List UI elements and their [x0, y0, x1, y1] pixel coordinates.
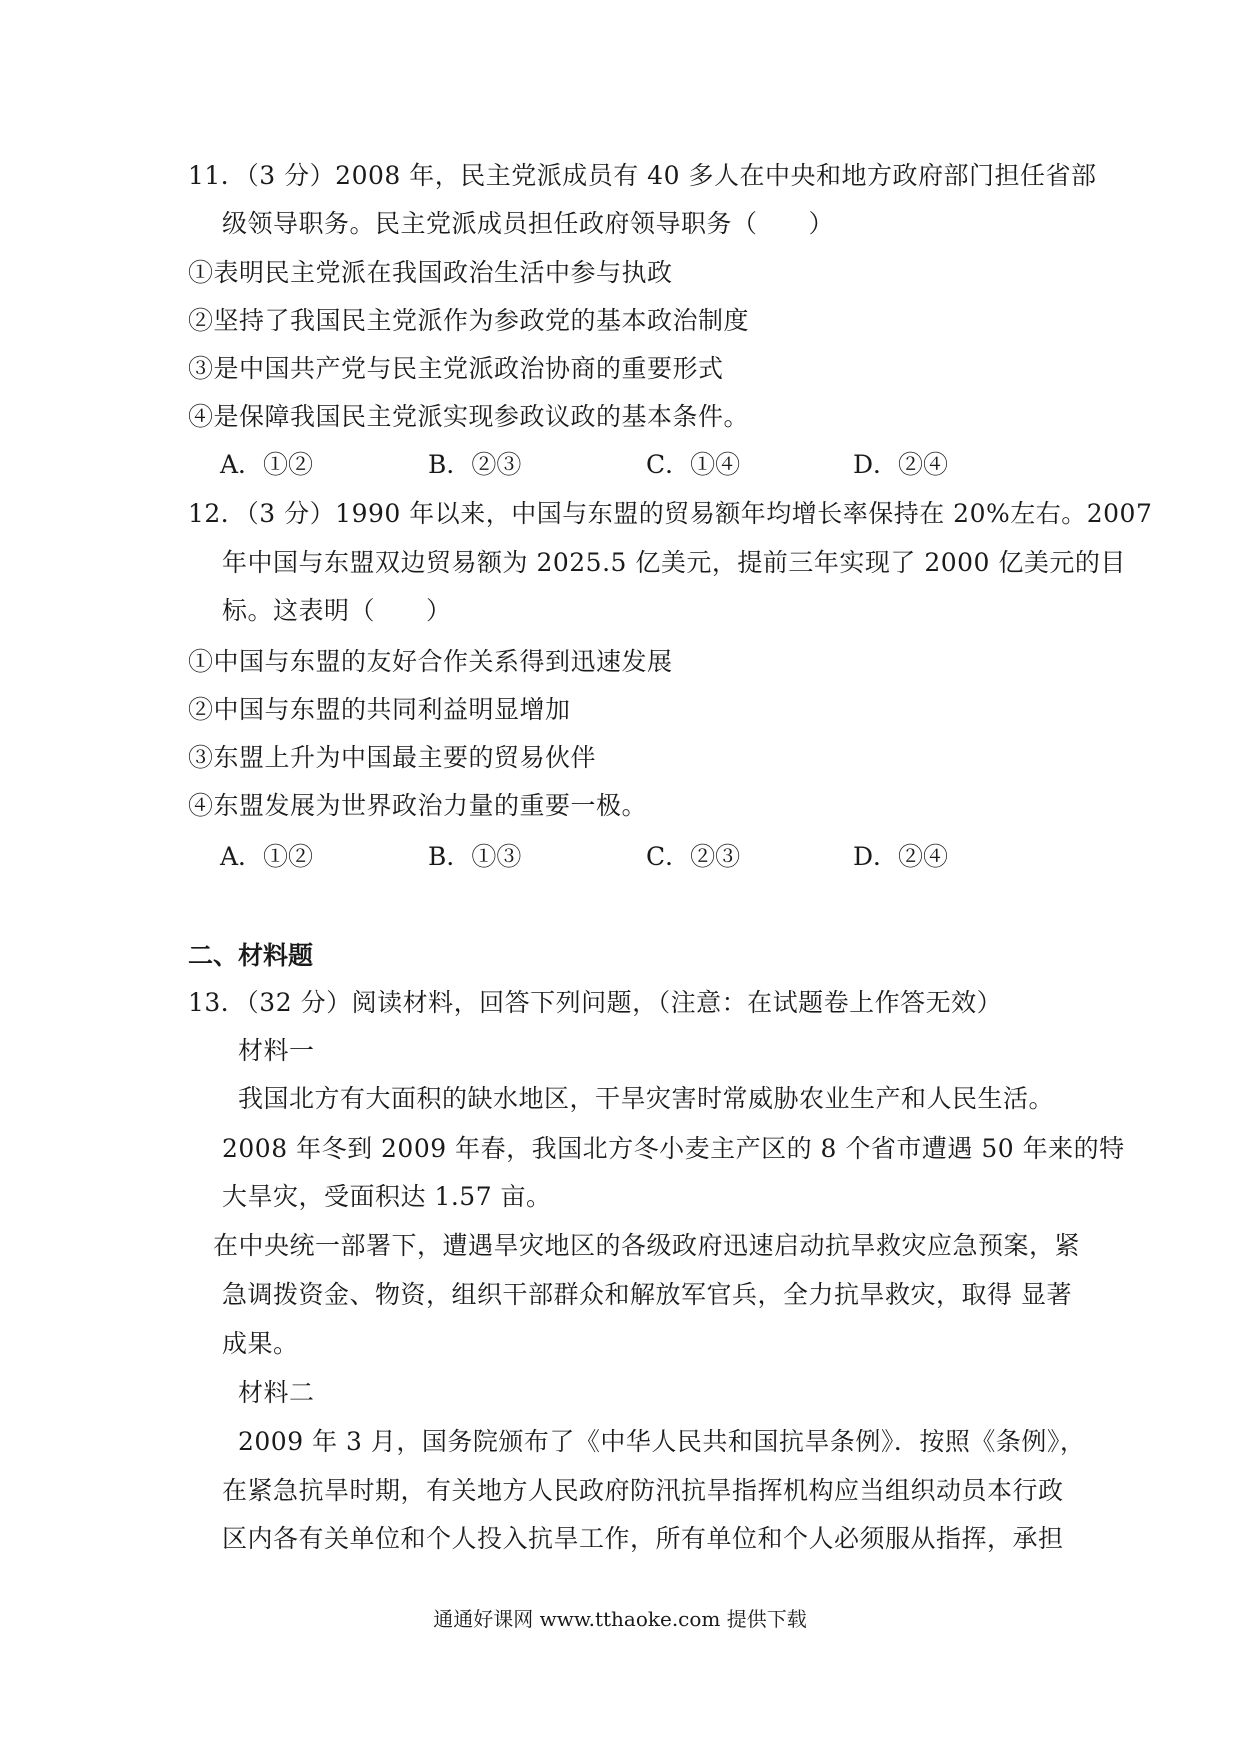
- q12-option-b: B．①③: [428, 842, 522, 871]
- q12-item-4: ④东盟发展为世界政治力量的重要一极。: [188, 791, 648, 820]
- q12-option-c: C．②③: [646, 842, 741, 871]
- material-one-line5: 急调拨资金、物资，组织干部群众和解放军官兵，全力抗旱救灾，取得 显著: [222, 1280, 1072, 1309]
- q11-stem-line2: 级领导职务。民主党派成员担任政府领导职务（ ）: [222, 209, 835, 238]
- q13-stem: 13．（32 分）阅读材料，回答下列问题，（注意：在试题卷上作答无效）: [188, 988, 1003, 1017]
- q11-option-a: A．①②: [220, 450, 314, 479]
- q12-item-2: ②中国与东盟的共同利益明显增加: [188, 695, 571, 724]
- material-one-line2: 2008 年冬到 2009 年春，我国北方冬小麦主产区的 8 个省市遭遇 50 年来的特: [222, 1134, 1125, 1163]
- material-one-line4: 在中央统一部署下，遭遇旱灾地区的各级政府迅速启动抗旱救灾应急预案，紧: [213, 1231, 1081, 1260]
- material-one-line6: 成果。: [222, 1329, 299, 1358]
- q11-option-c: C．①④: [646, 450, 741, 479]
- material-two-line1: 2009 年 3 月，国务院颁布了《中华人民共和国抗旱条例》．按照《条例》，: [238, 1427, 1086, 1456]
- q12-stem-line3: 标。这表明（ ）: [222, 596, 452, 625]
- material-one-line1: 我国北方有大面积的缺水地区，干旱灾害时常威胁农业生产和人民生活。: [238, 1084, 1055, 1113]
- material-one-title: 材料一: [238, 1036, 315, 1065]
- material-two-line3: 区内各有关单位和个人投入抗旱工作，所有单位和个人必须服从指挥，承担: [222, 1524, 1064, 1553]
- q12-stem-line2: 年中国与东盟双边贸易额为 2025.5 亿美元，提前三年实现了 2000 亿美元的目: [222, 548, 1126, 577]
- material-one-line3: 大旱灾，受面积达 1.57 亩。: [222, 1182, 552, 1211]
- material-two-line2: 在紧急抗旱时期，有关地方人民政府防汛抗旱指挥机构应当组织动员本行政: [222, 1476, 1064, 1505]
- q11-option-b: B．②③: [428, 450, 522, 479]
- q12-stem-line1: 12．（3 分）1990 年以来，中国与东盟的贸易额年均增长率保持在 20%左右。2007: [188, 499, 1153, 528]
- q12-option-a: A．①②: [220, 842, 314, 871]
- q11-item-3: ③是中国共产党与民主党派政治协商的重要形式: [188, 354, 724, 383]
- q12-item-3: ③东盟上升为中国最主要的贸易伙伴: [188, 743, 597, 772]
- material-two-title: 材料二: [238, 1378, 315, 1407]
- q11-item-4: ④是保障我国民主党派实现参政议政的基本条件。: [188, 402, 750, 431]
- q12-option-d: D．②④: [853, 842, 949, 871]
- q11-item-1: ①表明民主党派在我国政治生活中参与执政: [188, 258, 673, 287]
- q11-option-d: D．②④: [853, 450, 949, 479]
- section-heading: 二、材料题: [188, 941, 314, 970]
- q12-item-1: ①中国与东盟的友好合作关系得到迅速发展: [188, 647, 673, 676]
- page-footer: 通通好课网 www.tthaoke.com 提供下载: [433, 1607, 807, 1631]
- q11-stem-line1: 11．（3 分）2008 年，民主党派成员有 40 多人在中央和地方政府部门担任省部: [188, 161, 1097, 190]
- q11-item-2: ②坚持了我国民主党派作为参政党的基本政治制度: [188, 306, 750, 335]
